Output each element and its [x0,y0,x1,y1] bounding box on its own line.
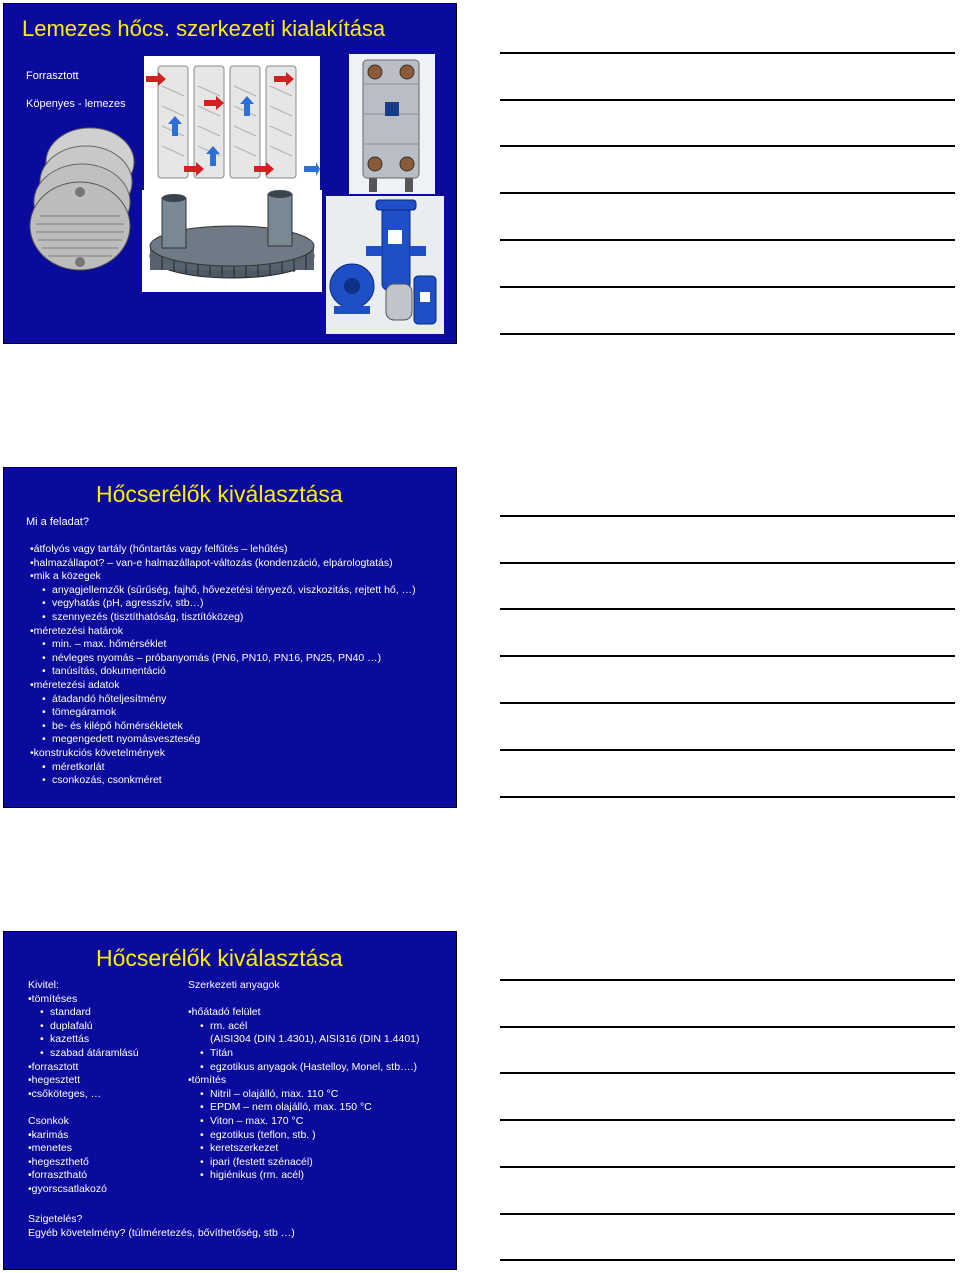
slide-title: Lemezes hőcs. szerkezeti kialakítása [22,16,386,41]
note-line [500,702,955,704]
note-line [500,655,955,657]
list-spacer [188,993,420,1007]
list-item: •konstrukciós követelmények [30,746,165,759]
list-item: •tömítés [188,1074,227,1087]
slide-title: Hőcserélők kiválasztása [96,481,343,507]
list-item: •mik a közegek [30,570,101,583]
slide-selection-task [3,467,457,808]
list-item: •csőköteges, … [28,1087,102,1100]
note-line [500,1072,955,1074]
note-line [500,608,955,610]
brazed-exchanger-photo [349,54,435,194]
list-item: •hőátadó felület [188,1006,261,1019]
list-item: Kivitel: [28,979,59,991]
list-item: • standard [28,1006,139,1020]
list-item: • Titán [188,1047,420,1061]
list-item: Csonkok [28,1114,69,1127]
note-line [500,1259,955,1261]
list-item: •méretezési határok [30,624,123,637]
list-spacer [28,1101,139,1115]
list-item: •átfolyós vagy tartály (hőntartás vagy felfűtés – lehűtés) [30,543,288,555]
list-item: •halmazállapot? – van-e halmazállapot-változás (kondenzáció, elpárologtatás) [30,556,393,569]
list-item: •tömítéses [28,992,78,1005]
note-line [500,286,955,288]
list-item: • szabad átáramlású [28,1047,139,1061]
list-item: • anyagjellemzők (sűrűség, fajhő, hővezetési tényező, viszkozitás, rejtett hő, …) [30,584,416,598]
note-line [500,333,955,335]
list-item: (AISI304 (DIN 1.4301), AISI316 (DIN 1.4401) [210,1033,420,1046]
insulation-question: Szigetelés? [28,1213,83,1225]
note-line [500,239,955,241]
plate-flow-diagram [144,56,320,190]
list-item: • Viton – max. 170 °C [188,1115,420,1129]
list-item: •gyorscsatlakozó [28,1182,107,1195]
note-line [500,1213,955,1215]
list-item: • szennyezés (tisztíthatóság, tisztítóközeg) [30,611,416,625]
list-item: •karimás [28,1128,69,1141]
list-item: • csonkozás, csonkméret [30,774,416,788]
list-item: • ipari (festett szénacél) [188,1156,420,1170]
note-line [500,192,955,194]
blue-exchangers-photo [326,196,444,334]
question-label: Mi a feladat? [26,516,89,528]
other-requirements: Egyéb követelmény? (túlméretezés, bővíthetőség, stb …) [28,1227,295,1239]
note-line [500,562,955,564]
list-item: • egzotikus anyagok (Hastelloy, Monel, stb….) [188,1061,420,1075]
round-plates-photo [28,122,138,284]
list-item: • méretkorlát [30,761,416,775]
list-item: • egzotikus (teflon, stb. ) [188,1129,420,1143]
list-item: •hegeszthető [28,1155,89,1168]
list-item: • megengedett nyomásveszteség [30,733,416,747]
note-line [500,1119,955,1121]
list-item: •forrasztott [28,1060,79,1073]
shell-plate-exchanger-photo [142,190,322,292]
list-item: • higiénikus (rm. acél) [188,1169,420,1183]
label-shell-plate: Köpenyes - lemezes [26,98,126,110]
note-line [500,145,955,147]
note-line [500,1026,955,1028]
materials-list [188,979,420,1183]
list-item: • átadandó hőteljesítmény [30,693,416,707]
list-item: •forrasztható [28,1169,88,1182]
list-item: • rm. acél [188,1020,420,1034]
note-line [500,515,955,517]
list-item: •menetes [28,1142,72,1155]
list-item: • tömegáramok [30,706,416,720]
list-item: • kazettás [28,1033,139,1047]
label-brazed: Forrasztott [26,70,79,82]
requirements-list [30,543,416,788]
slide-title: Hőcserélők kiválasztása [96,945,343,971]
list-item: • be- és kilépő hőmérsékletek [30,720,416,734]
design-list [28,979,139,1197]
list-item: •hegesztett [28,1074,81,1087]
list-item: • tanúsítás, dokumentáció [30,665,416,679]
list-item: Szerkezeti anyagok [188,979,280,991]
list-item: • keretszerkezet [188,1142,420,1156]
list-item: • min. – max. hőmérséklet [30,638,416,652]
slide-plate-exchanger-design [3,3,457,344]
list-item: • vegyhatás (pH, agresszív, stb…) [30,597,416,611]
list-item: • névleges nyomás – próbanyomás (PN6, PN10, PN16, PN25, PN40 …) [30,652,416,666]
note-line [500,52,955,54]
list-item: • duplafalú [28,1020,139,1034]
note-line [500,749,955,751]
list-item: •méretezési adatok [30,678,120,691]
note-line [500,796,955,798]
list-item: • EPDM – nem olajálló, max. 150 °C [188,1101,420,1115]
note-line [500,979,955,981]
note-line [500,99,955,101]
list-item: • Nitril – olajálló, max. 110 °C [188,1088,420,1102]
slide-selection-materials [3,931,457,1270]
note-line [500,1166,955,1168]
